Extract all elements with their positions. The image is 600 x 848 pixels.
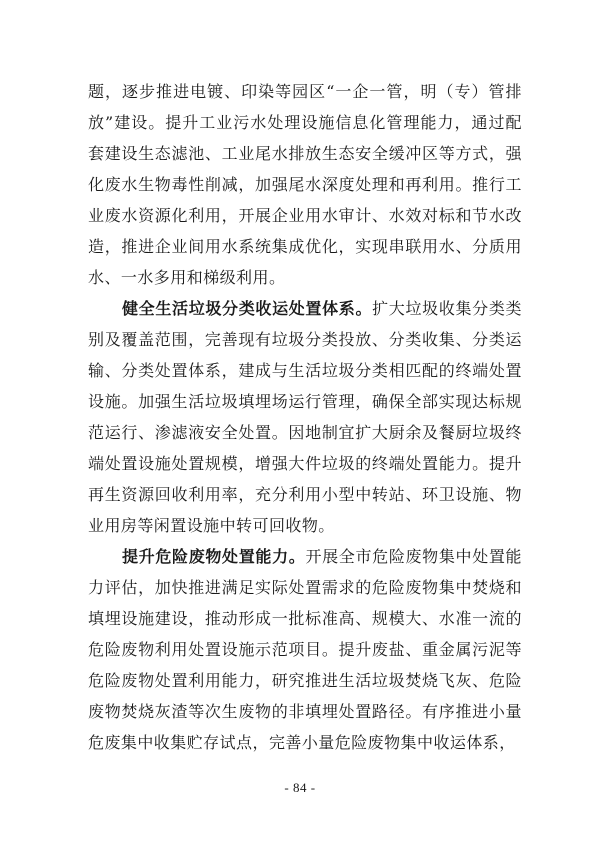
paragraph-waste-sorting [88,293,522,541]
paragraph-heading: 提升危险废物处置能力。 [122,547,306,566]
paragraph-heading: 健全生活垃圾分类收运处置体系。 [122,299,373,318]
paragraph-hazardous-waste [88,541,522,758]
body-text [88,76,522,758]
paragraph-text: 扩大垃圾收集分类类别及覆盖范围，完善现有垃圾分类投放、分类收集、分类运输、分类处置体系，建成与生活垃圾分类相匹配的终端处置设施。加强生活垃圾填埋场运行管理，确保全部实现达标规范运行、渗滤液安全处置。因地制宜扩大厨余及餐厨垃圾终端处置设施处置规模，增强大件垃圾的终端处置能力。提升再生资源回收利用率，充分利用小型中转站、环卫设施、物业用房等闲置设施中转可回收物。 [88,299,522,535]
paragraph-continued [88,76,522,293]
paragraph-text: 题，逐步推进电镀、印染等园区“一企一管，明（专）管排放”建设。提升工业污水处理设施信息化管理能力，通过配套建设生态滤池、工业尾水排放生态安全缓冲区等方式，强化废水生物毒性削减，加强尾水深度处理和再利用。推行工业废水资源化利用，开展企业用水审计、水效对标和节水改造，推进企业间用水系统集成优化，实现串联用水、分质用水、一水多用和梯级利用。 [88,82,522,287]
paragraph-text: 开展全市危险废物集中处置能力评估，加快推进满足实际处置需求的危险废物集中焚烧和填埋设施建设，推动形成一批标准高、规模大、水准一流的危险废物利用处置设施示范项目。提升废盐、重金属污泥等危险废物处置利用能力，研究推进生活垃圾焚烧飞灰、危险废物焚烧灰渣等次生废物的非填埋处置路径。有序推进小量危废集中收集贮存试点，完善小量危险废物集中收运体系， [88,547,522,752]
page-number: - 84 - [284,780,316,795]
